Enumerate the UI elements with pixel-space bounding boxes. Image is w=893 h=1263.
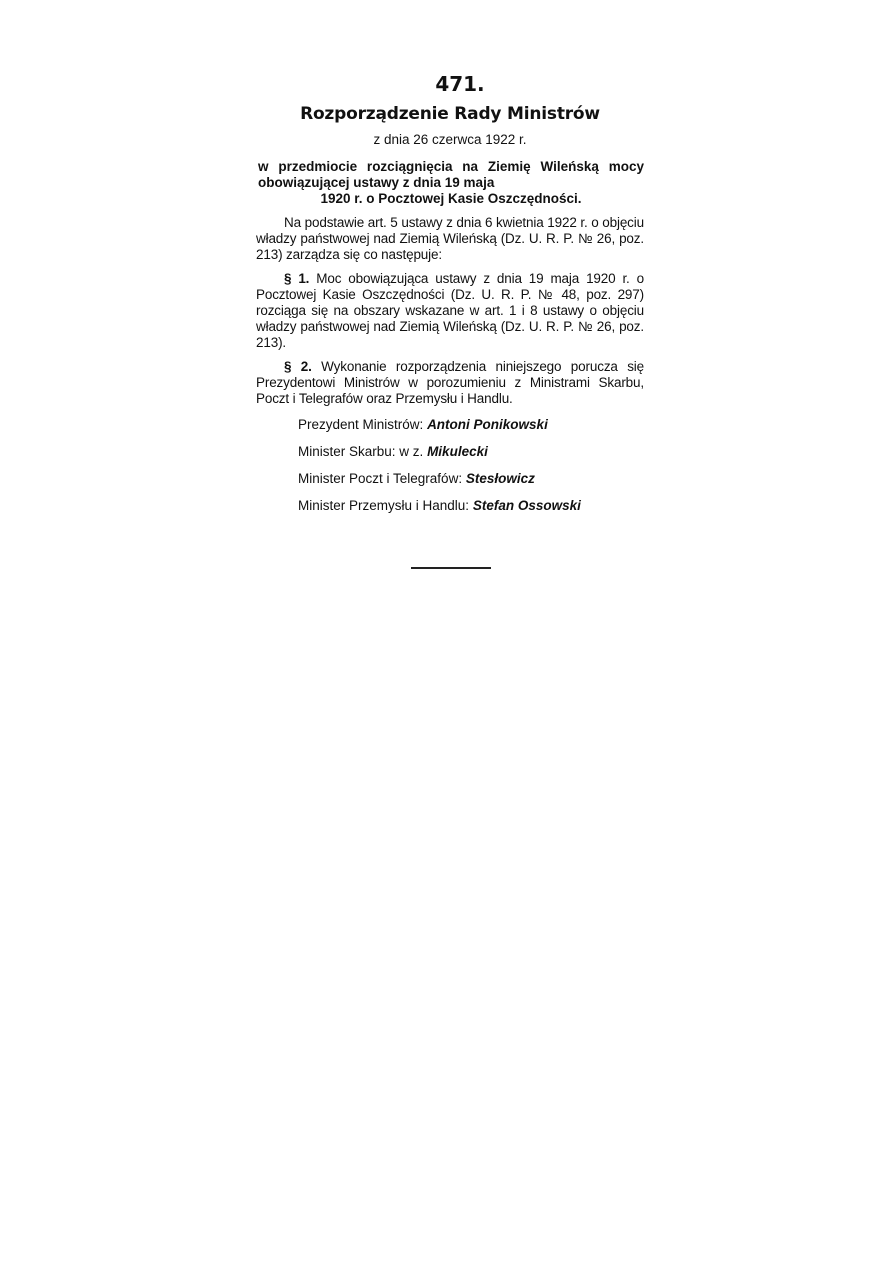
section-2 bbox=[256, 359, 644, 407]
subject-text: w przedmiocie rozciągnięcia na Ziemię Wileńską mocy obowiązującej ustawy z dnia 19 maja bbox=[258, 159, 644, 190]
signature-role: Minister Poczt i Telegrafów: bbox=[298, 471, 463, 486]
signature-name: Stefan Ossowski bbox=[472, 498, 581, 513]
signature-line bbox=[298, 417, 644, 433]
section-1 bbox=[256, 271, 644, 351]
document-title: Rozporządzenie Rady Ministrów bbox=[300, 104, 600, 124]
document-column bbox=[256, 72, 644, 525]
signature-name: Antoni Ponikowski bbox=[427, 417, 548, 432]
section-1-mark: § 1. bbox=[284, 271, 310, 286]
signature-block bbox=[256, 417, 644, 514]
subject-last-line: 1920 r. o Pocztowej Kasie Oszczędności. bbox=[320, 191, 582, 206]
signature-line bbox=[298, 444, 644, 460]
signature-role: Prezydent Ministrów: bbox=[298, 417, 424, 432]
section-2-text: Wykonanie rozporządzenia niniejszego porucza się Prezydentowi Ministrów w porozumieniu z Ministrami Skarbu, Poczt i Telegrafów oraz Przemysłu i Handlu. bbox=[256, 359, 644, 406]
document-date: z dnia 26 czerwca 1922 r. bbox=[373, 132, 527, 147]
signature-name: Stesłowicz bbox=[465, 471, 535, 486]
preamble: Na podstawie art. 5 ustawy z dnia 6 kwietnia 1922 r. o objęciu władzy państwowej nad Ziemią Wileńską (Dz. U. R. P. № 26, poz. 213) zarządza się co następuje: bbox=[256, 215, 644, 262]
act-number: 471. bbox=[435, 72, 485, 96]
signature-name: Mikulecki bbox=[427, 444, 488, 459]
signature-line bbox=[298, 498, 644, 514]
section-1-text: Moc obowiązująca ustawy z dnia 19 maja 1920 r. o Pocztowej Kasie Oszczędności (Dz. U. R. P. № 48, poz. 297) rozciąga się na obszary wskazane w art. 1 i 8 ustawy o objęciu władzy państwowej nad Ziemią Wileńską (Dz. U. R. P. № 26, poz. 213). bbox=[256, 271, 644, 350]
signature-role: Minister Skarbu: w z. bbox=[298, 444, 424, 459]
signature-role: Minister Przemysłu i Handlu: bbox=[298, 498, 470, 513]
signature-line bbox=[298, 471, 644, 487]
closing-rule bbox=[411, 567, 491, 569]
document-subject bbox=[258, 159, 644, 207]
section-2-mark: § 2. bbox=[284, 359, 312, 374]
